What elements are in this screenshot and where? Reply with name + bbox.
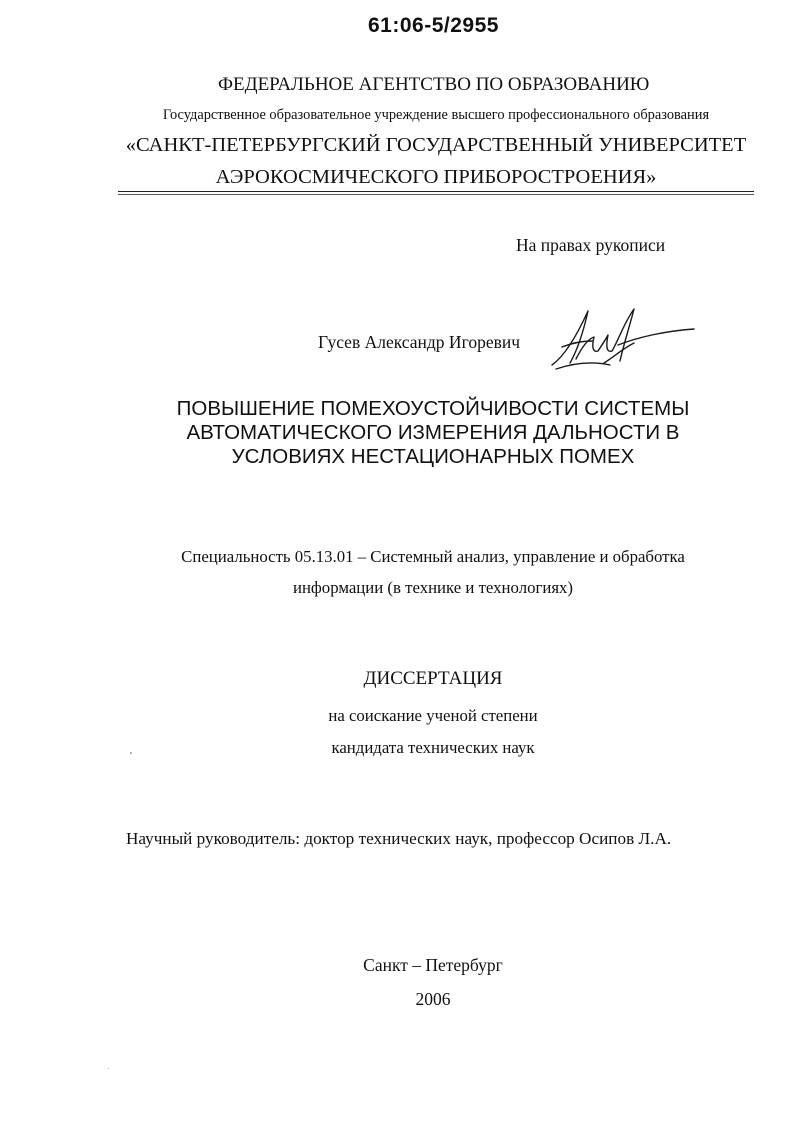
specialty-line: информации (в технике и технологиях) (292, 578, 574, 597)
specialty-line: Специальность 05.13.01 – Системный анализ, управление и обработка (181, 547, 685, 566)
scan-speck (108, 1068, 109, 1069)
scientific-advisor: Научный руководитель: доктор технических наук, профессор Осипов Л.А. (126, 829, 672, 848)
scan-speck (130, 752, 132, 754)
dissertation-title (0, 397, 798, 469)
dissertation-heading: ДИССЕРТАЦИЯ (363, 668, 503, 689)
archive-code: 61:06-5/2955 (368, 14, 499, 37)
title-line: АВТОМАТИЧЕСКОГО ИЗМЕРЕНИЯ ДАЛЬНОСТИ В (186, 421, 680, 444)
degree-line-2: кандидата технических наук (331, 738, 535, 757)
header-divider (118, 191, 754, 192)
specialty (0, 541, 798, 603)
title-line: УСЛОВИЯХ НЕСТАЦИОНАРНЫХ ПОМЕХ (231, 445, 635, 468)
institution-type: Государственное образовательное учреждение высшего профессионального образования (162, 107, 710, 123)
degree-info (0, 700, 798, 764)
header-divider-secondary (118, 194, 754, 195)
agency-name: ФЕДЕРАЛЬНОЕ АГЕНТСТВО ПО ОБРАЗОВАНИЮ (218, 74, 650, 95)
city: Санкт – Петербург (363, 955, 503, 975)
university-name-line-2: АЭРОКОСМИЧЕСКОГО ПРИБОРОСТРОЕНИЯ» (215, 166, 657, 188)
manuscript-note: На правах рукописи (516, 235, 666, 255)
title-line: ПОВЫШЕНИЕ ПОМЕХОУСТОЙЧИВОСТИ СИСТЕМЫ (176, 397, 690, 420)
year: 2006 (415, 989, 451, 1009)
author-name: Гусев Александр Игоревич (318, 332, 521, 352)
university-name-line-1: «САНКТ-ПЕТЕРБУРГСКИЙ ГОСУДАРСТВЕННЫЙ УНИВЕРСИТЕТ (125, 134, 747, 156)
author-signature (548, 303, 698, 375)
degree-line-1: на соискание ученой степени (328, 706, 538, 725)
